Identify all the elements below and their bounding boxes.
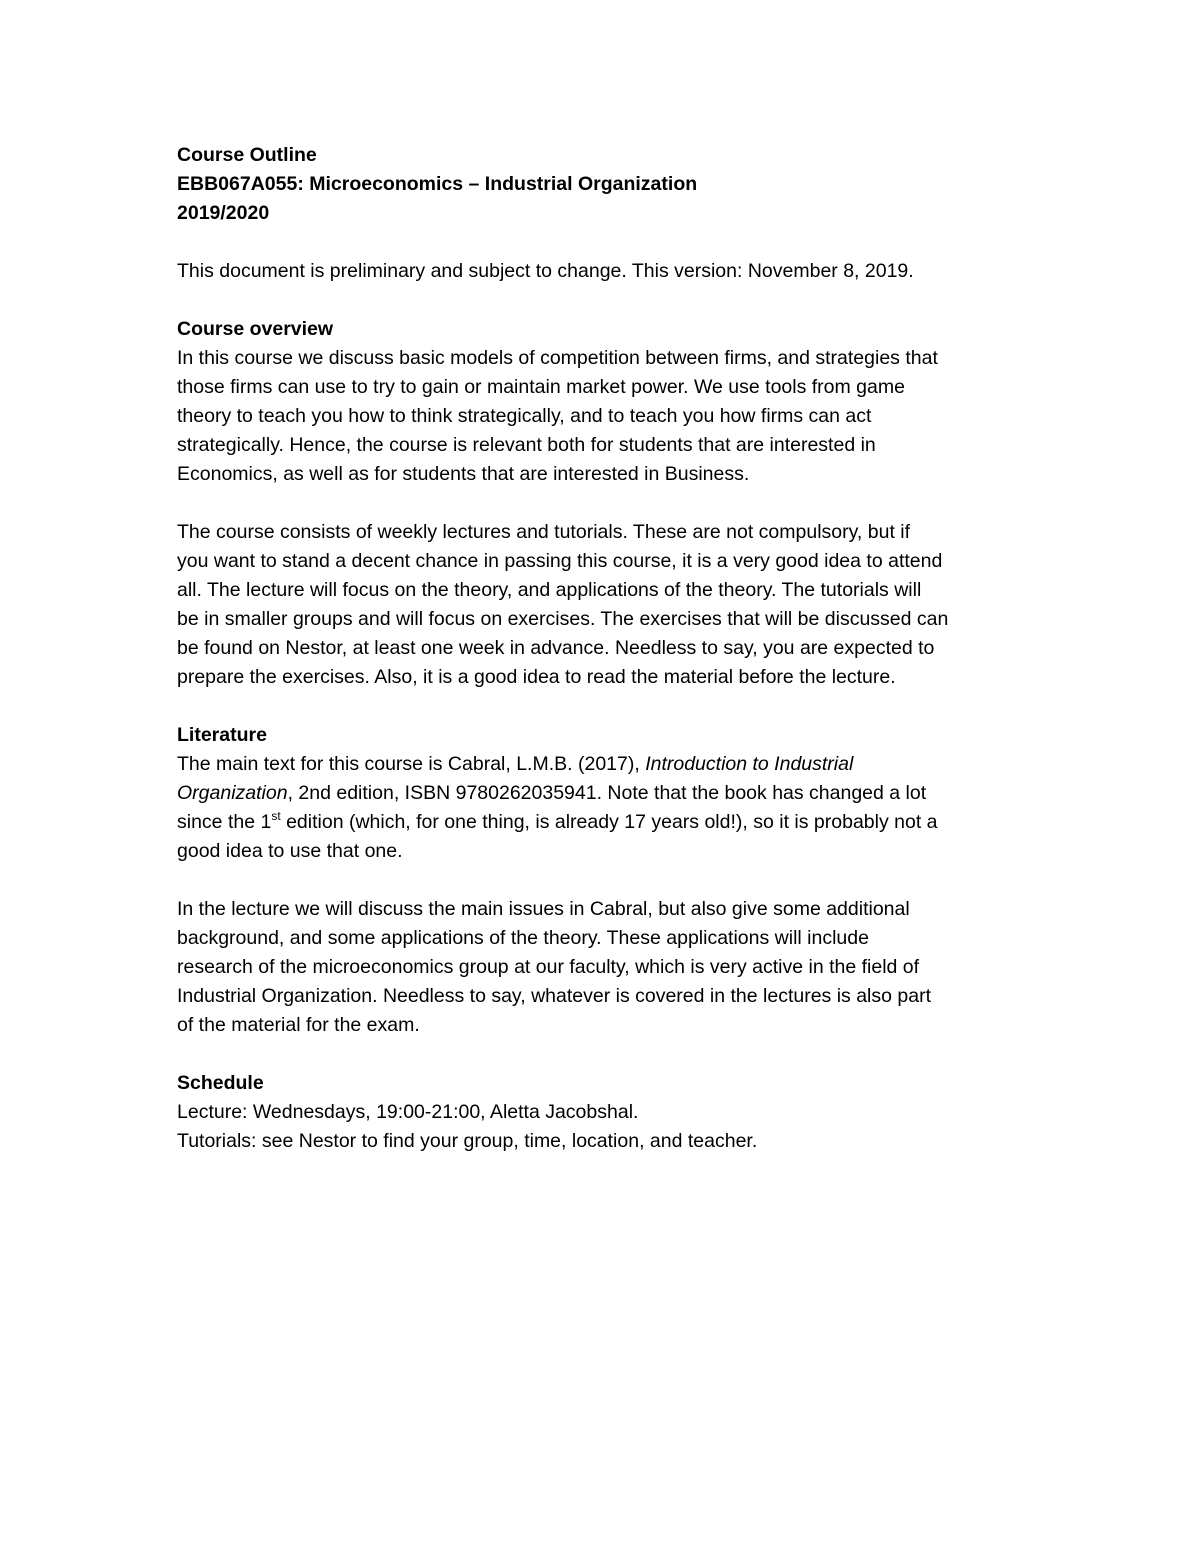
text-line: all. The lecture will focus on the theory, and applications of the theory. The tutorials will: [177, 579, 922, 601]
preliminary-notice: This document is preliminary and subject to change. This version: November 8, 2019.: [177, 260, 914, 282]
text-line: good idea to use that one.: [177, 840, 403, 862]
schedule-heading: Schedule: [177, 1072, 264, 1094]
literature-paragraph-1: [177, 750, 1037, 866]
text-line: In the lecture we will discuss the main issues in Cabral, but also give some additional: [177, 898, 910, 920]
lecture-schedule: Lecture: Wednesdays, 19:00-21:00, Aletta Jacobshal.: [177, 1101, 639, 1123]
text-line: [177, 808, 1037, 837]
text-line: be found on Nestor, at least one week in advance. Needless to say, you are expected to: [177, 637, 935, 659]
text-line: research of the microeconomics group at our faculty, which is very active in the field of: [177, 956, 920, 978]
text-line: of the material for the exam.: [177, 1014, 420, 1036]
text-span: since the 1: [177, 811, 272, 833]
text-span: edition (which, for one thing, is already 17 years old!), so it is probably not a: [280, 811, 938, 833]
text-line: prepare the exercises. Also, it is a good idea to read the material before the lecture.: [177, 666, 896, 688]
text-line: those firms can use to try to gain or maintain market power. We use tools from game: [177, 376, 905, 398]
text-line: background, and some applications of the theory. These applications will include: [177, 927, 869, 949]
literature-heading: Literature: [177, 724, 267, 746]
text-line: you want to stand a decent chance in passing this course, it is a very good idea to attend: [177, 550, 943, 572]
document-title: Course Outline: [177, 144, 317, 166]
tutorials-schedule: Tutorials: see Nestor to find your group, time, location, and teacher.: [177, 1130, 758, 1152]
document-page: [177, 141, 1037, 1156]
book-title-part-2: Organization: [177, 782, 288, 804]
course-overview-paragraph-1: [177, 344, 1037, 489]
text-span: , 2nd edition, ISBN 9780262035941. Note that the book has changed a lot: [287, 782, 927, 804]
text-span: The main text for this course is Cabral, L.M.B. (2017),: [177, 753, 646, 775]
text-line: The course consists of weekly lectures and tutorials. These are not compulsory, but if: [177, 521, 911, 543]
text-line: strategically. Hence, the course is relevant both for students that are interested in: [177, 434, 876, 456]
text-line: be in smaller groups and will focus on exercises. The exercises that will be discussed can: [177, 608, 949, 630]
text-line: Economics, as well as for students that are interested in Business.: [177, 463, 750, 485]
academic-year: 2019/2020: [177, 202, 270, 224]
text-line: Industrial Organization. Needless to say, whatever is covered in the lectures is also part: [177, 985, 932, 1007]
ordinal-superscript: st: [271, 808, 281, 823]
book-title-part-1: Introduction to Industrial: [645, 753, 854, 775]
course-overview-heading: Course overview: [177, 318, 334, 340]
text-line: theory to teach you how to think strategically, and to teach you how firms can act: [177, 405, 872, 427]
literature-paragraph-2: [177, 895, 1037, 1040]
course-code-title: EBB067A055: Microeconomics – Industrial Organization: [177, 173, 698, 195]
text-line: In this course we discuss basic models of competition between firms, and strategies that: [177, 347, 938, 369]
text-line: [177, 779, 1037, 808]
course-overview-paragraph-2: [177, 518, 1037, 692]
text-line: [177, 750, 1037, 779]
